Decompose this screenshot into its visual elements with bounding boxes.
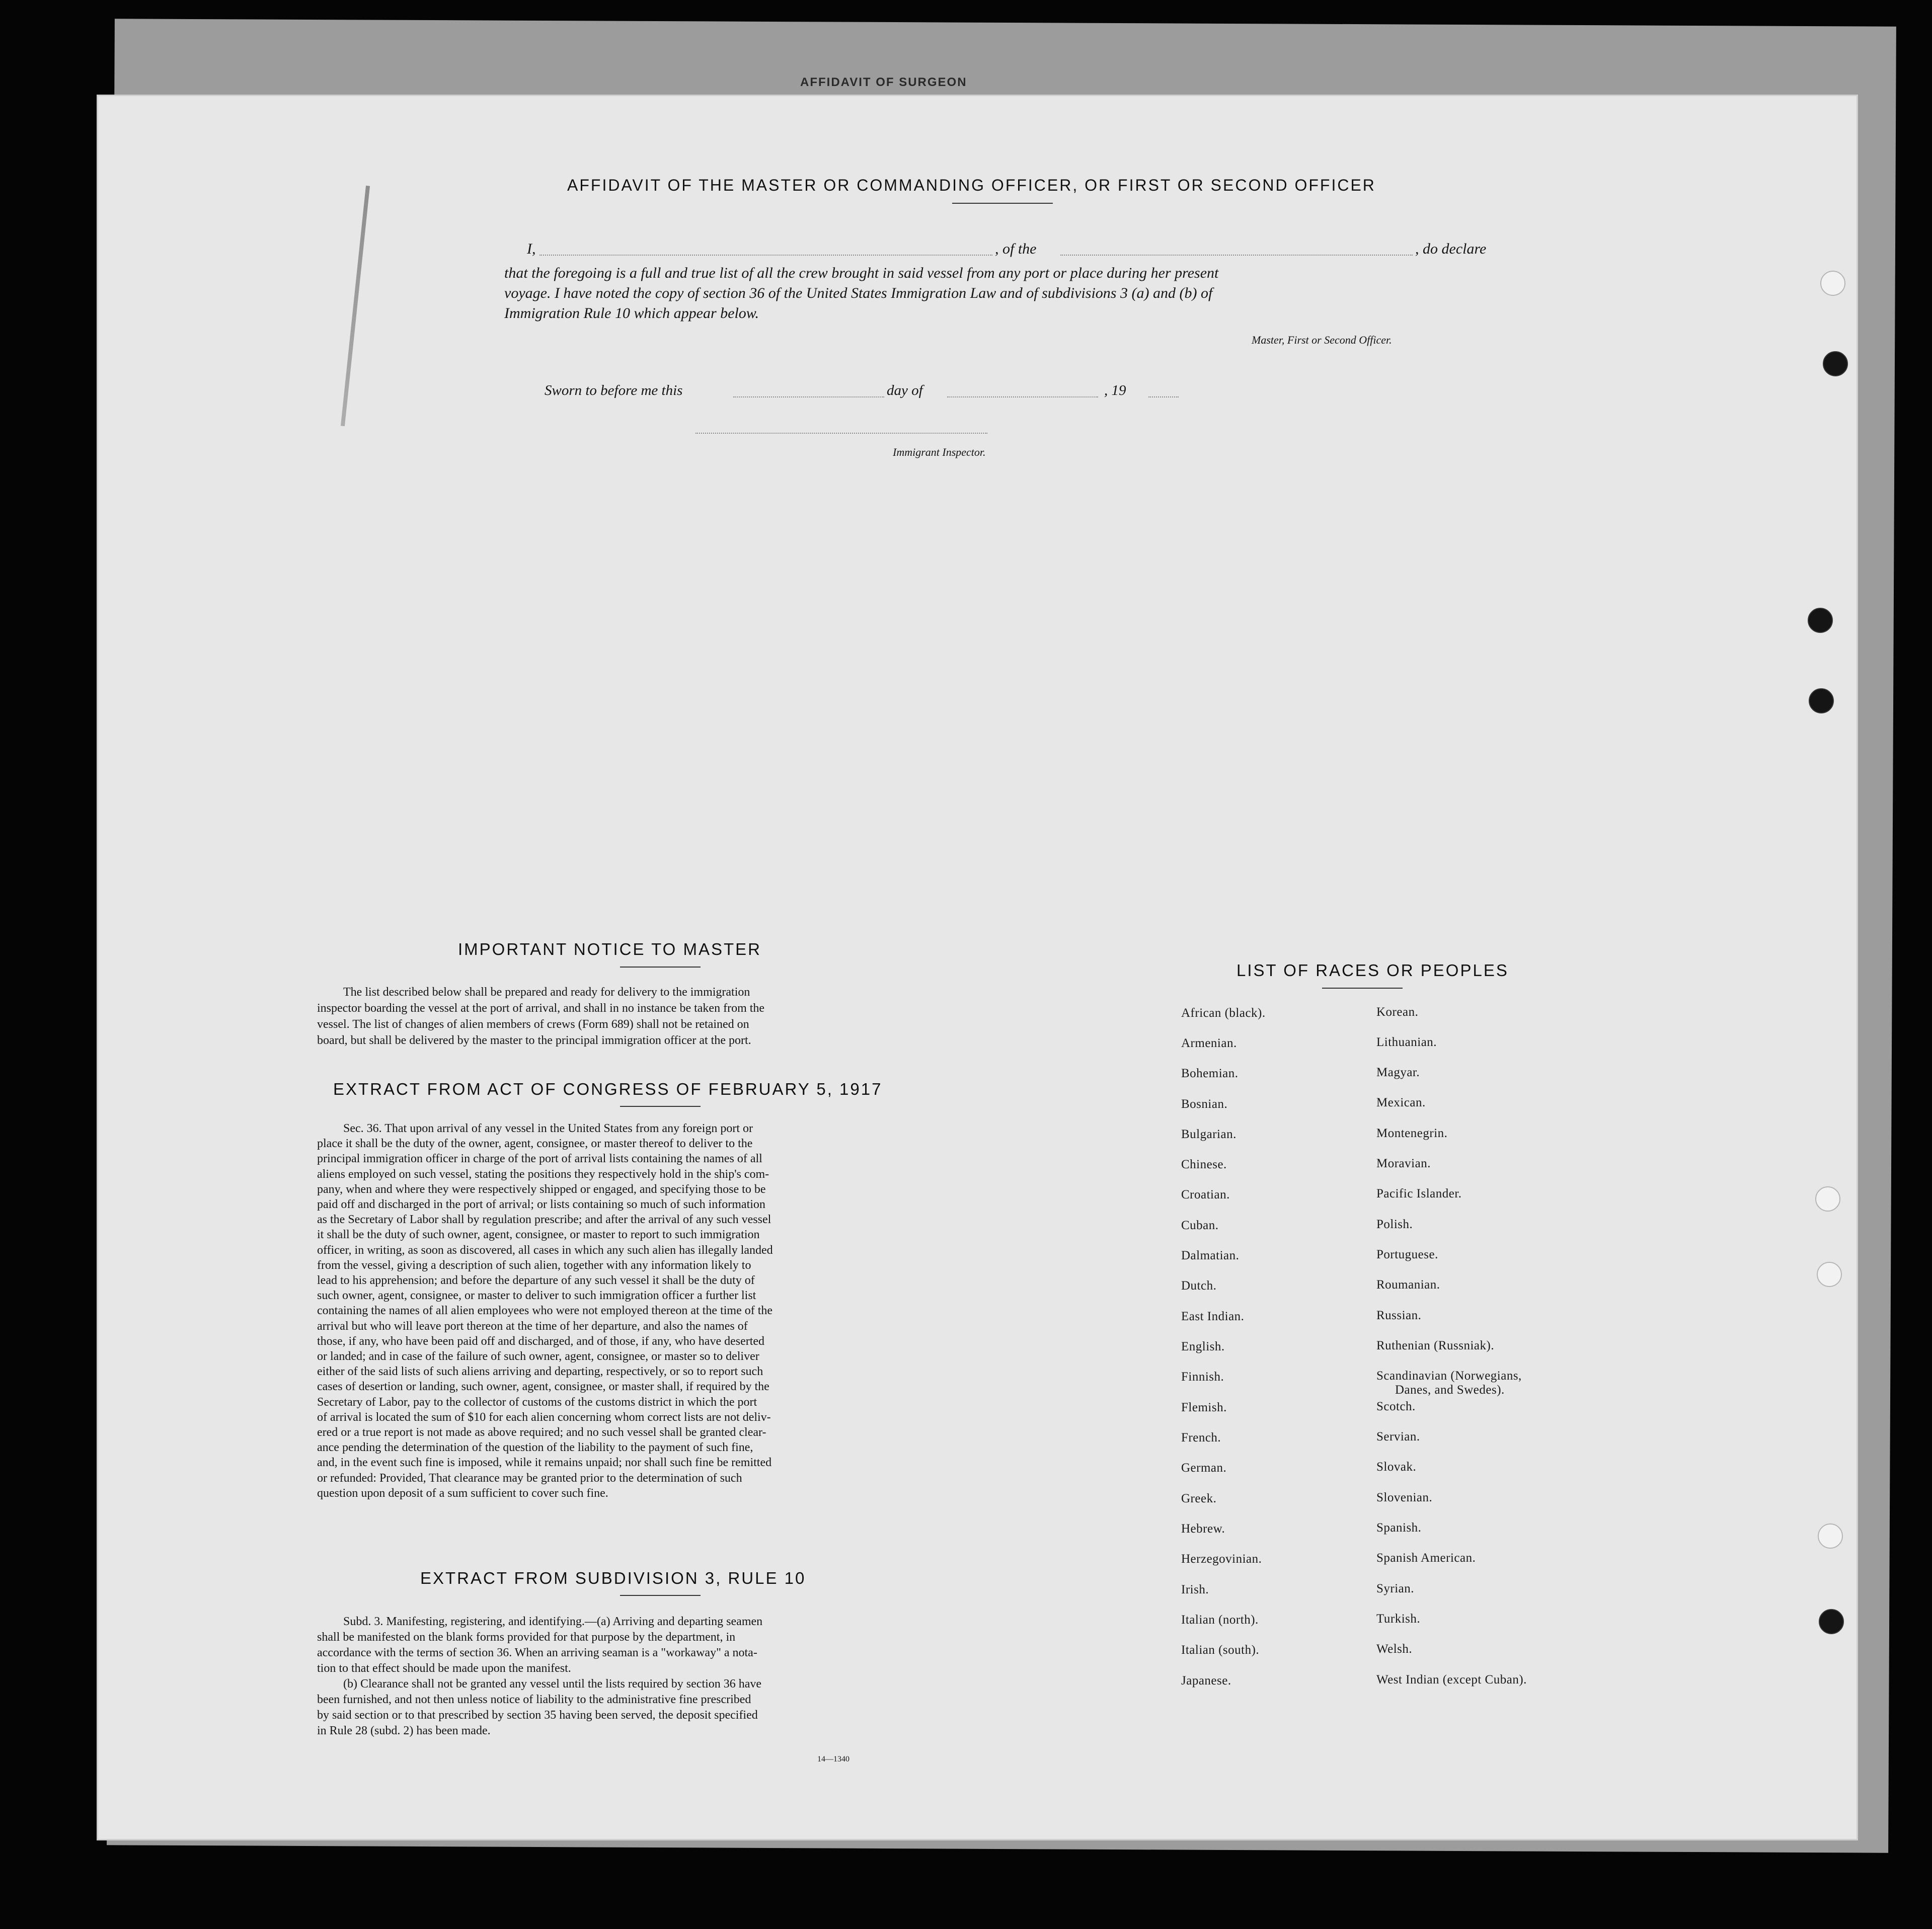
race-item: Welsh.: [1376, 1642, 1413, 1656]
rule-line: Subd. 3. Manifesting, registering, and identifying.—(a) Arriving and departing seamen: [343, 1615, 763, 1628]
form-number: 14—1340: [817, 1755, 849, 1763]
race-item: Cuban.: [1181, 1219, 1219, 1232]
notice-rule: [620, 967, 701, 968]
race-item: Japanese.: [1181, 1674, 1231, 1687]
race-item: Scandinavian (Norwegians,: [1376, 1369, 1522, 1383]
rule-line: shall be manifested on the blank forms provided for that purpose by the department, in: [317, 1631, 736, 1644]
race-item: English.: [1181, 1340, 1225, 1353]
affidavit-body-line: Immigration Rule 10 which appear below.: [504, 305, 759, 322]
rule-title: EXTRACT FROM SUBDIVISION 3, RULE 10: [420, 1569, 806, 1587]
race-item: Slovenian.: [1376, 1491, 1433, 1504]
act-line: containing the names of all alien employees who were not employed thereon at the time of the: [317, 1304, 773, 1318]
race-item: East Indian.: [1181, 1310, 1245, 1323]
punch-hole: [1817, 1262, 1842, 1287]
race-item: Montenegrin.: [1376, 1127, 1448, 1140]
inspector-signature-blank: [695, 433, 987, 434]
race-item: Flemish.: [1181, 1401, 1227, 1414]
month-blank: [947, 396, 1098, 397]
affidavit-title: AFFIDAVIT OF THE MASTER OR COMMANDING OFFICER, OR FIRST OR SECOND OFFICER: [567, 176, 1376, 194]
act-line: place it shall be the duty of the owner, agent, consignee, or master thereof to deliver to the: [317, 1137, 753, 1151]
races-rule: [1322, 988, 1403, 989]
act-line: principal immigration officer in charge of the port of arrival lists containing the names of all: [317, 1152, 762, 1166]
notice-line: board, but shall be delivered by the master to the principal immigration officer at the port.: [317, 1034, 751, 1047]
race-item: Portuguese.: [1376, 1248, 1438, 1261]
race-item: Hebrew.: [1181, 1522, 1225, 1536]
rule-line: by said section or to that prescribed by section 35 having been served, the deposit specified: [317, 1709, 758, 1722]
act-line: ered or a true report is not made as above required; and no such vessel shall be granted clear-: [317, 1426, 766, 1439]
notice-text: [317, 984, 911, 1049]
act-line: it shall be the duty of such owner, agent, consignee, or master to report to such immigration: [317, 1228, 760, 1242]
race-item: Irish.: [1181, 1583, 1209, 1596]
act-line: as the Secretary of Labor shall by regulation prescribe; and after the arrival of any such vessel: [317, 1213, 771, 1227]
race-item: West Indian (except Cuban).: [1376, 1673, 1527, 1686]
race-item: Armenian.: [1181, 1036, 1237, 1050]
paper-crease: [341, 186, 370, 426]
act-title: EXTRACT FROM ACT OF CONGRESS OF FEBRUARY 5, 1917: [333, 1080, 883, 1098]
notice-title: IMPORTANT NOTICE TO MASTER: [458, 940, 762, 958]
affidavit-i: I,: [527, 240, 536, 257]
race-item: Syrian.: [1376, 1582, 1415, 1595]
affidavit-of-the: , of the: [995, 240, 1037, 257]
act-line: and, in the event such fine is imposed, while it remains unpaid; nor shall such fine be remitted: [317, 1456, 772, 1470]
rule-rule: [620, 1595, 701, 1596]
rule-text: [317, 1614, 911, 1739]
act-line: Sec. 36. That upon arrival of any vessel in the United States from any foreign port or: [343, 1122, 753, 1135]
day-blank: [733, 396, 884, 397]
race-item: Bulgarian.: [1181, 1128, 1237, 1141]
notice-line: vessel. The list of changes of alien members of crews (Form 689) shall not be retained on: [317, 1018, 749, 1031]
race-item: German.: [1181, 1461, 1227, 1475]
race-item: Polish.: [1376, 1218, 1413, 1231]
act-line: question upon deposit of a sum sufficient to cover such fine.: [317, 1486, 608, 1500]
punch-hole: [1820, 271, 1845, 296]
rule-line: (b) Clearance shall not be granted any vessel until the lists required by section 36 have: [343, 1677, 762, 1691]
race-item: Korean.: [1376, 1005, 1419, 1019]
act-line: either of the said lists of such aliens arriving and departing, respectively, or so to report such: [317, 1365, 763, 1379]
race-item: Ruthenian (Russniak).: [1376, 1339, 1495, 1352]
act-line: aliens employed on such vessel, stating the positions they respectively hold in the ship's com-: [317, 1167, 769, 1181]
rule-line: been furnished, and not then unless notice of liability to the administrative fine prescribed: [317, 1693, 751, 1706]
race-item: Italian (south).: [1181, 1643, 1260, 1657]
race-item: Magyar.: [1376, 1066, 1420, 1079]
punch-hole: [1815, 1186, 1840, 1212]
race-item: Bohemian.: [1181, 1067, 1239, 1080]
year-label: , 19: [1104, 382, 1126, 398]
sworn-label: Sworn to before me this: [545, 382, 683, 398]
race-item: Servian.: [1376, 1430, 1420, 1443]
rule-line: in Rule 28 (subd. 2) has been made.: [317, 1724, 491, 1737]
act-line: paid off and discharged in the port of arrival; or lists containing so much of such information: [317, 1198, 765, 1212]
punch-hole: [1809, 688, 1834, 713]
act-text: [317, 1121, 911, 1501]
name-blank: [539, 255, 992, 256]
rule-line: tion to that effect should be made upon the manifest.: [317, 1662, 571, 1675]
race-item: African (black).: [1181, 1006, 1266, 1020]
race-item: Moravian.: [1376, 1157, 1431, 1170]
day-of-label: day of: [887, 382, 923, 398]
act-line: ance pending the determination of the question of the liability to the payment of such fine,: [317, 1441, 753, 1455]
notice-line: The list described below shall be prepared and ready for delivery to the immigration: [343, 986, 750, 999]
punch-hole: [1819, 1609, 1844, 1634]
act-line: those, if any, who have been paid off and discharged, and of those, if any, who have deserted: [317, 1334, 765, 1348]
act-line: arrival but who will leave port thereon at the time of her departure, and also the names of: [317, 1319, 748, 1333]
document-page: [97, 95, 1858, 1840]
act-line: of arrival is located the sum of $10 for each alien concerning whom correct lists are not deliv-: [317, 1410, 771, 1424]
race-item: French.: [1181, 1431, 1221, 1444]
race-item: Italian (north).: [1181, 1613, 1259, 1627]
act-rule: [620, 1106, 701, 1107]
back-page-header: AFFIDAVIT OF SURGEON: [800, 75, 967, 89]
act-line: such owner, agent, consignee, or master to deliver to such immigration officer a further list: [317, 1289, 756, 1303]
affidavit-body-line: that the foregoing is a full and true list of all the crew brought in said vessel from any port or place during her present: [504, 265, 1219, 281]
inspector-caption: Immigrant Inspector.: [893, 446, 986, 458]
punch-hole: [1818, 1523, 1843, 1549]
race-item: Chinese.: [1181, 1158, 1227, 1171]
vessel-blank: [1060, 255, 1413, 256]
affidavit-body-line: voyage. I have noted the copy of section 36 of the United States Immigration Law and of subdivisions 3 (a) and (b) of: [504, 285, 1213, 301]
race-item: Lithuanian.: [1376, 1035, 1437, 1049]
race-item: Greek.: [1181, 1492, 1217, 1505]
race-item: Croatian.: [1181, 1188, 1230, 1201]
race-item: Turkish.: [1376, 1612, 1421, 1626]
race-item-continuation: Danes, and Swedes).: [1395, 1383, 1505, 1397]
notice-line: inspector boarding the vessel at the port of arrival, and shall in no instance be taken from the: [317, 1002, 765, 1015]
act-line: lead to his apprehension; and before the departure of any such vessel it shall be the duty of: [317, 1274, 755, 1288]
race-item: Spanish American.: [1376, 1551, 1476, 1565]
race-item: Finnish.: [1181, 1370, 1224, 1384]
act-line: pany, when and where they were respectively shipped or engaged, and specifying those to be: [317, 1182, 766, 1196]
punch-hole: [1823, 351, 1848, 376]
act-line: from the vessel, giving a description of such alien, together with any information likely to: [317, 1258, 751, 1272]
race-item: Bosnian.: [1181, 1097, 1228, 1111]
race-item: Pacific Islander.: [1376, 1187, 1462, 1200]
act-line: or refunded: Provided, That clearance may be granted prior to the determination of such: [317, 1471, 742, 1485]
race-item: Russian.: [1376, 1309, 1422, 1322]
race-item: Dalmatian.: [1181, 1249, 1240, 1262]
race-item: Slovak.: [1376, 1460, 1417, 1474]
year-blank: [1148, 396, 1179, 397]
races-title: LIST OF RACES OR PEOPLES: [1237, 961, 1509, 980]
punch-hole: [1808, 608, 1833, 633]
title-rule: [952, 203, 1053, 204]
affidavit-do-declare: , do declare: [1415, 240, 1487, 257]
race-item: Scotch.: [1376, 1400, 1416, 1413]
act-line: or landed; and in case of the failure of such owner, agent, consignee, or master so to deliver: [317, 1350, 759, 1363]
race-item: Roumanian.: [1376, 1278, 1440, 1292]
race-item: Dutch.: [1181, 1279, 1217, 1293]
act-line: cases of desertion or landing, such owner, agent, consignee, or master shall, if required by the: [317, 1380, 769, 1394]
race-item: Spanish.: [1376, 1521, 1422, 1535]
race-item: Herzegovinian.: [1181, 1552, 1262, 1566]
act-line: officer, in writing, as soon as discovered, all cases in which any such alien has illegally landed: [317, 1243, 773, 1257]
race-item: Mexican.: [1376, 1096, 1426, 1109]
act-line: Secretary of Labor, pay to the collector of customs of the customs district in which the port: [317, 1395, 757, 1409]
rule-line: accordance with the terms of section 36. When an arriving seaman is a "workaway" a nota-: [317, 1646, 757, 1659]
signature-caption: Master, First or Second Officer.: [1252, 334, 1392, 346]
